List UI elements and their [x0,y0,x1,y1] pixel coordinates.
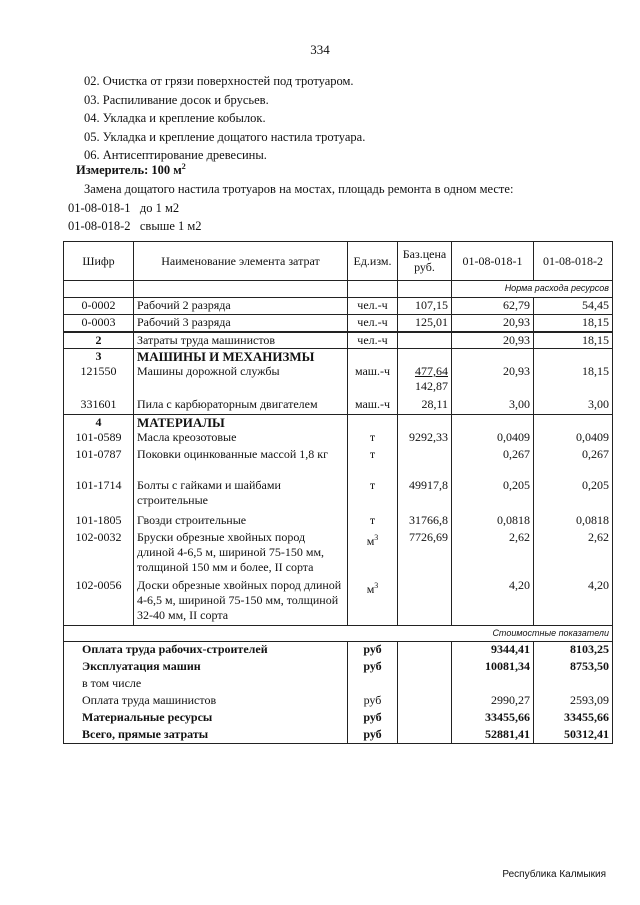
table-cell [134,281,348,298]
page-number: 334 [310,42,330,57]
operations-list [84,72,365,165]
code-line-2: 01-08-018-2 свыше 1 м2 [68,219,202,233]
table-cell: Пила с карбюраторным двигателем [134,397,348,414]
table-cell: т [348,447,398,478]
table-cell: 107,15 [398,298,452,315]
table-cell: маш.-ч [348,364,398,397]
table-cell: руб [348,659,398,676]
table-cell: в том числе [64,676,348,693]
table-cell: 0,0409 [452,430,534,447]
table-cell: Машины дорожной службы [134,364,348,397]
table-cell [452,676,534,693]
header-code: Шифр [64,242,134,281]
table-cell: 54,45 [534,298,613,315]
table-cell: Поковки оцинкованные массой 1,8 кг [134,447,348,478]
table-cell: 102-0056 [64,578,134,626]
operation-item: 05. Укладка и крепление дощатого настила тротуара. [84,129,366,144]
table-cell: 0-0002 [64,298,134,315]
header-col2: 01-08-018-2 [534,242,613,281]
table-cell [398,659,452,676]
table-cell [398,414,452,430]
table-row [64,397,613,414]
table-cell: т [348,478,398,513]
table-cell: Материальные ресурсы [64,710,348,727]
table-cell [452,414,534,430]
operation-item: 03. Распиливание досок и брусьев. [84,92,269,107]
table-cell: 125,01 [398,315,452,332]
table-cell [398,447,452,478]
table-cell: 477,64 142,87 [398,364,452,397]
table-cell: 10081,34 [452,659,534,676]
table-cell: руб [348,727,398,744]
cost-label-row [64,626,613,642]
table-cell: 4 [64,414,134,430]
table-cell: руб [348,642,398,659]
table-row [64,578,613,626]
table-cell: 9292,33 [398,430,452,447]
table-cell: Оплата труда рабочих-строителей [64,642,348,659]
header-unit: Ед.изм. [348,242,398,281]
table-cell: 62,79 [452,298,534,315]
table-cell: 0,0409 [534,430,613,447]
table-cell: Затраты труда машинистов [134,332,348,349]
table-row [64,430,613,447]
table-cell: 2,62 [534,530,613,578]
table-row [64,332,613,349]
resource-table [63,241,613,744]
table-cell: 101-0589 [64,430,134,447]
table-cell: 0,0818 [534,513,613,530]
table-cell: 18,15 [534,315,613,332]
meter-label: Измеритель: 100 $м^2$ [76,162,186,178]
table-cell: Оплата труда машинистов [64,693,348,710]
table-cell: т [348,430,398,447]
section-materials [64,414,613,430]
table-cell: 31766,8 [398,513,452,530]
table-cell: 331601 [64,397,134,414]
table-cell: 3,00 [534,397,613,414]
operation-item: 02. Очистка от грязи поверхностей под тротуаром. [84,74,354,88]
table-cell: $м^3$ [348,530,398,578]
table-cell [348,676,398,693]
table-header [64,242,613,281]
cost-row [64,659,613,676]
table-cell: 101-1805 [64,513,134,530]
table-cell: 7726,69 [398,530,452,578]
table-cell: 20,93 [452,315,534,332]
table-cell: 8753,50 [534,659,613,676]
table-cell: руб [348,693,398,710]
table-cell [348,281,398,298]
table-cell: 3 [64,349,134,365]
table-cell: Гвозди строительные [134,513,348,530]
table-row [64,315,613,332]
table-cell: 101-0787 [64,447,134,478]
table-cell [398,693,452,710]
table-cell: маш.-ч [348,397,398,414]
table-cell: 0,205 [534,478,613,513]
table-cell: МАШИНЫ И МЕХАНИЗМЫ [134,349,348,365]
table-cell: 50312,41 [534,727,613,744]
table-cell: чел.-ч [348,315,398,332]
table-row [64,513,613,530]
table-cell: 0,267 [534,447,613,478]
table-cell: чел.-ч [348,332,398,349]
table-cell: чел.-ч [348,298,398,315]
table-cell: 0,267 [452,447,534,478]
table-cell: Доски обрезные хвойных пород длиной 4-6,5 м, шириной 75-150 мм, толщиной 32-40 мм, II сорта [134,578,348,626]
table-cell: 9344,41 [452,642,534,659]
table-cell [348,349,398,365]
table-cell [398,578,452,626]
table-cell: 2990,27 [452,693,534,710]
table-cell: 2593,09 [534,693,613,710]
table-cell: $м^3$ [348,578,398,626]
table-row [64,447,613,478]
table-cell [534,349,613,365]
table-cell [452,349,534,365]
header-price: Баз.цена руб. [398,242,452,281]
table-cell: 8103,25 [534,642,613,659]
table-cell [398,727,452,744]
operation-item: 04. Укладка и крепление кобылок. [84,111,266,125]
code-line-1: 01-08-018-1 до 1 м2 [68,201,180,215]
table-cell: 18,15 [534,364,613,397]
table-cell: 33455,66 [452,710,534,727]
table-cell: Всего, прямые затраты [64,727,348,744]
table-cell: 33455,66 [534,710,613,727]
table-cell: 0,205 [452,478,534,513]
table-cell [398,281,452,298]
table-cell: 0-0003 [64,315,134,332]
table-cell: 20,93 [452,364,534,397]
table-cell [64,281,134,298]
table-cell: Эксплуатация машин [64,659,348,676]
cost-label: Стоимостные показатели [64,626,613,642]
table-row [64,298,613,315]
table-cell: 4,20 [534,578,613,626]
header-name: Наименование элемента затрат [134,242,348,281]
table-cell: Масла креозотовые [134,430,348,447]
work-description: Замена дощатого настила тротуаров на мостах, площадь ремонта в одном месте: [84,182,514,196]
table-row [64,478,613,513]
table-cell: т [348,513,398,530]
table-cell: Рабочий 2 разряда [134,298,348,315]
norm-label-row [64,281,613,298]
cost-row [64,642,613,659]
header-col1: 01-08-018-1 [452,242,534,281]
table-cell [534,414,613,430]
table-cell: 2 [64,332,134,349]
table-cell [398,676,452,693]
table-cell: 52881,41 [452,727,534,744]
cost-row [64,710,613,727]
table-cell: 28,11 [398,397,452,414]
table-cell [398,349,452,365]
table-cell: 4,20 [452,578,534,626]
cost-row [64,676,613,693]
table-cell: 49917,8 [398,478,452,513]
footer-region: Республика Калмыкия [502,869,606,880]
table-row [64,530,613,578]
table-cell: МАТЕРИАЛЫ [134,414,348,430]
table-cell: Рабочий 3 разряда [134,315,348,332]
table-cell: руб [348,710,398,727]
cost-row [64,727,613,744]
norm-label: Норма расхода ресурсов [452,281,613,298]
table-cell [534,676,613,693]
table-cell [348,414,398,430]
table-cell: 101-1714 [64,478,134,513]
table-cell: Болты с гайками и шайбами строительные [134,478,348,513]
table-cell: 102-0032 [64,530,134,578]
table-cell: 20,93 [452,332,534,349]
section-machines [64,349,613,365]
cost-row [64,693,613,710]
table-row [64,364,613,397]
table-cell: 3,00 [452,397,534,414]
table-cell: 121550 [64,364,134,397]
table-cell: 2,62 [452,530,534,578]
table-cell: 0,0818 [452,513,534,530]
table-cell: Бруски обрезные хвойных пород длиной 4-6,5 м, шириной 75-150 мм, толщиной 150 мм и более, II сорта [134,530,348,578]
table-cell [398,332,452,349]
operation-item: 06. Антисептирование древесины. [84,148,267,162]
table-cell [398,642,452,659]
table-cell [398,710,452,727]
table-cell: 18,15 [534,332,613,349]
